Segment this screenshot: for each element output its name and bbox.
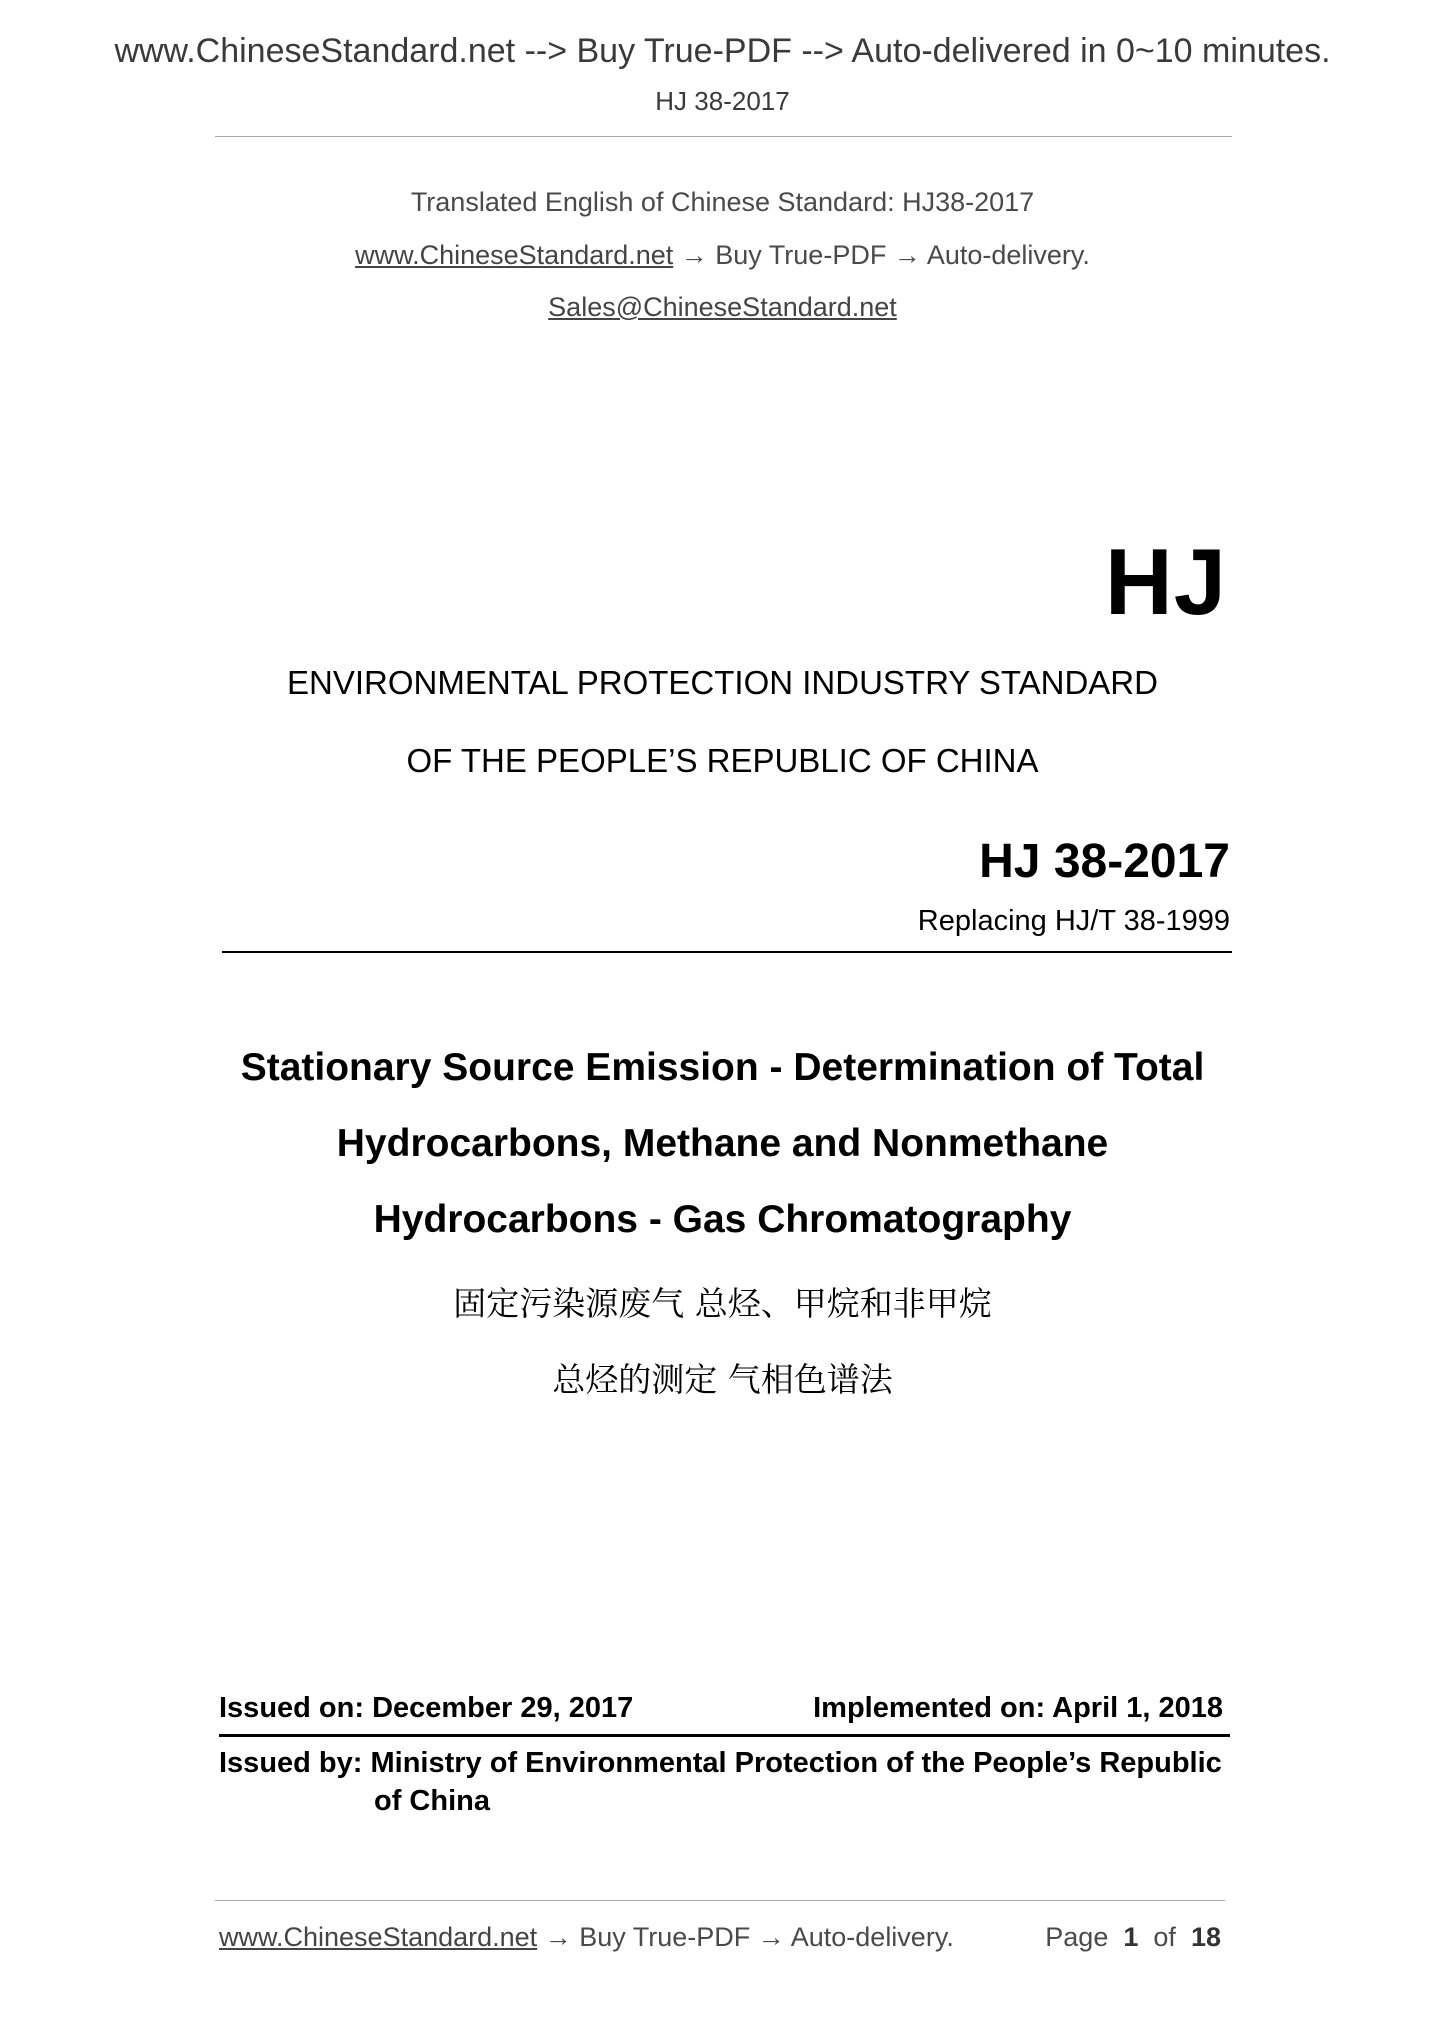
sales-email-link[interactable]: Sales@ChineseStandard.net [548, 292, 897, 322]
site-link[interactable]: www.ChineseStandard.net [355, 240, 674, 270]
replacing-note: Replacing HJ/T 38-1999 [917, 905, 1230, 937]
page-number: 1 [1123, 1922, 1139, 1952]
footer-site-link[interactable]: www.ChineseStandard.net [219, 1922, 538, 1952]
standard-mark: HJ [1104, 529, 1227, 634]
translated-notice: Translated English of Chinese Standard: HJ38-2017 [410, 187, 1035, 217]
meta-divider [219, 1734, 1230, 1737]
title-en-line3: Hydrocarbons - Gas Chromatography [373, 1198, 1072, 1241]
page-label: Page [1045, 1922, 1109, 1952]
top-banner-text: www.ChineseStandard.net --> Buy True-PDF --> Auto-delivered in 0~10 minutes. [114, 32, 1331, 70]
issued-by-continuation: of China [374, 1785, 490, 1817]
issued-by [219, 1744, 1239, 1820]
standard-number: HJ 38-2017 [979, 835, 1230, 888]
standard-category-line2: OF THE PEOPLE’S REPUBLIC OF CHINA [406, 742, 1039, 779]
site-line [0, 240, 1445, 271]
footer-site-rest: → Buy True-PDF → Auto-delivery. [537, 1922, 954, 1952]
standard-category-line1: ENVIRONMENTAL PROTECTION INDUSTRY STANDARD [287, 664, 1158, 701]
header-divider [215, 136, 1232, 137]
title-cn-line2: 总烃的测定 气相色谱法 [552, 1360, 893, 1399]
header-doc-code: HJ 38-2017 [655, 86, 790, 116]
issued-on-date: Issued on: December 29, 2017 [219, 1692, 634, 1724]
implemented-on-date: Implemented on: April 1, 2018 [813, 1692, 1223, 1724]
title-en-line1: Stationary Source Emission - Determination of Total [240, 1046, 1205, 1089]
title-en-line2: Hydrocarbons, Methane and Nonmethane [336, 1122, 1109, 1165]
title-divider [222, 951, 1232, 953]
footer-divider [215, 1900, 1225, 1901]
title-cn-line1: 固定污染源废气 总烃、甲烷和非甲烷 [453, 1284, 992, 1323]
page-total: 18 [1190, 1922, 1221, 1952]
site-line-rest: → Buy True-PDF → Auto-delivery. [673, 240, 1090, 270]
issued-by-text: Issued by: Ministry of Environmental Protection of the People’s Republic [219, 1747, 1222, 1779]
footer-site-line [219, 1922, 954, 1953]
sales-line [0, 292, 1445, 323]
page-of-label: of [1153, 1922, 1176, 1952]
page-indicator [1045, 1922, 1221, 1953]
